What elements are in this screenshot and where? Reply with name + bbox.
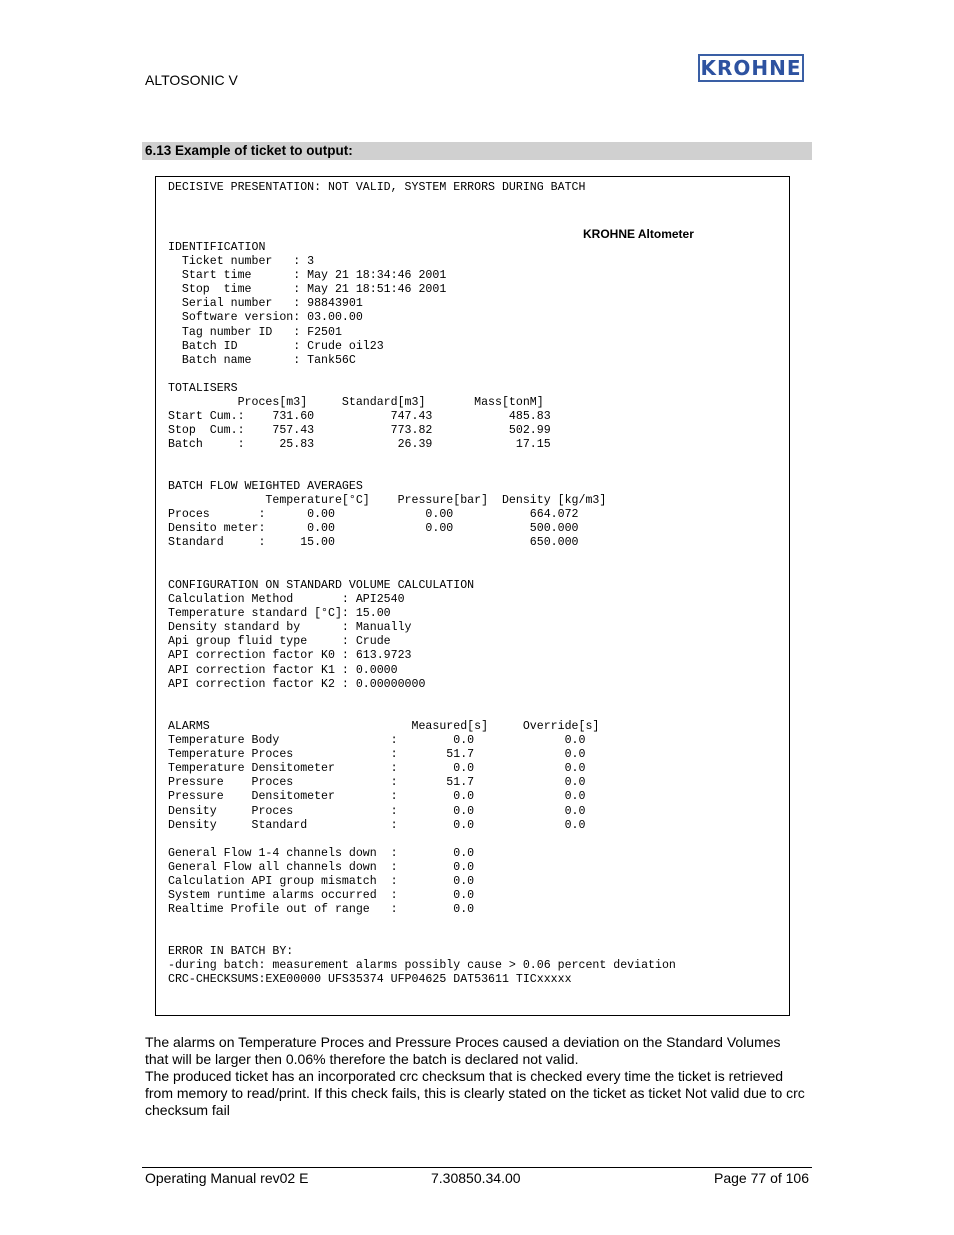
body-paragraph: The alarms on Temperature Proces and Pressure Proces caused a deviation on the Standard Volumes that will be larger then 0.06% therefore the batch is declared not valid. <box>145 1034 781 1067</box>
ticket-averages: BATCH FLOW WEIGHTED AVERAGES Temperature[°C] Pressure[bar] Density [kg/m3] Proces : 0.00 0.00 664.072 Densito meter: 0.00 0.00 500.000 Standard : 15.00 650.000 <box>168 480 607 550</box>
footer-manual: Operating Manual rev02 E <box>145 1170 309 1186</box>
logo-text: KROHNE <box>700 56 802 80</box>
section-heading-bar <box>142 142 812 160</box>
footer-divider <box>142 1167 812 1168</box>
ticket-decisive-line: DECISIVE PRESENTATION: NOT VALID, SYSTEM ERRORS DURING BATCH <box>168 181 586 194</box>
section-heading: 6.13 Example of ticket to output: <box>145 143 353 158</box>
body-paragraph: The produced ticket has an incorporated crc checksum that is checked every time the ticket is retrieved from memory to read/print. If this check fails, this is clearly stated on the ticket as ticket Not valid due to crc checksum fail <box>145 1068 805 1118</box>
ticket-configuration: CONFIGURATION ON STANDARD VOLUME CALCULATION Calculation Method : API2540 Temperature standard [°C]: 15.00 Density standard by : Manually Api group fluid type : Crude API correction factor K0 : 613.9723 API correction factor K1 : 0.0000 API correction factor K2 : 0.00000000 <box>168 579 475 691</box>
body-text <box>145 1034 805 1119</box>
ticket-heading: KROHNE Altometer <box>583 227 694 241</box>
ticket-totalisers: TOTALISERS Proces[m3] Standard[m3] Mass[tonM] Start Cum.: 731.60 747.43 485.83 Stop Cum.: 757.43 773.82 502.99 Batch : 25.83 26.39 17.15 <box>168 382 551 452</box>
ticket-errors: ERROR IN BATCH BY: -during batch: measurement alarms possibly cause > 0.06 percent deviation CRC-CHECKSUMS:EXE00000 UFS35374 UFP04625 DAT53611 TICxxxxx <box>168 945 676 987</box>
document-title: ALTOSONIC V <box>145 72 238 88</box>
ticket-alarms: ALARMS Measured[s] Override[s] Temperature Body : 0.0 0.0 Temperature Proces : 51.7 0.0 Temperature Densitometer : 0.0 0.0 Pressure Proces : 51.7 0.0 Pressure Densitometer : 0.0 0.0 Density Proces : 0.0 0.0 Density Standard : 0.0 0.0 General Flow 1-4 channels down : 0.0 General Flow all channels down : 0.0 Calculation API group mismatch : 0.0 System runtime alarms occurred : 0.0 Realtime Profile out of range : 0.0 <box>168 720 600 917</box>
footer-doc-number: 7.30850.34.00 <box>431 1170 521 1186</box>
footer-page-number: Page 77 of 106 <box>714 1170 809 1186</box>
ticket-identification: IDENTIFICATION Ticket number : 3 Start time : May 21 18:34:46 2001 Stop time : May 21 18:51:46 2001 Serial number : 98843901 Software version: 03.00.00 Tag number ID : F2501 Batch ID : Crude oil23 Batch name : Tank56C <box>168 241 447 367</box>
krohne-logo <box>698 54 804 82</box>
